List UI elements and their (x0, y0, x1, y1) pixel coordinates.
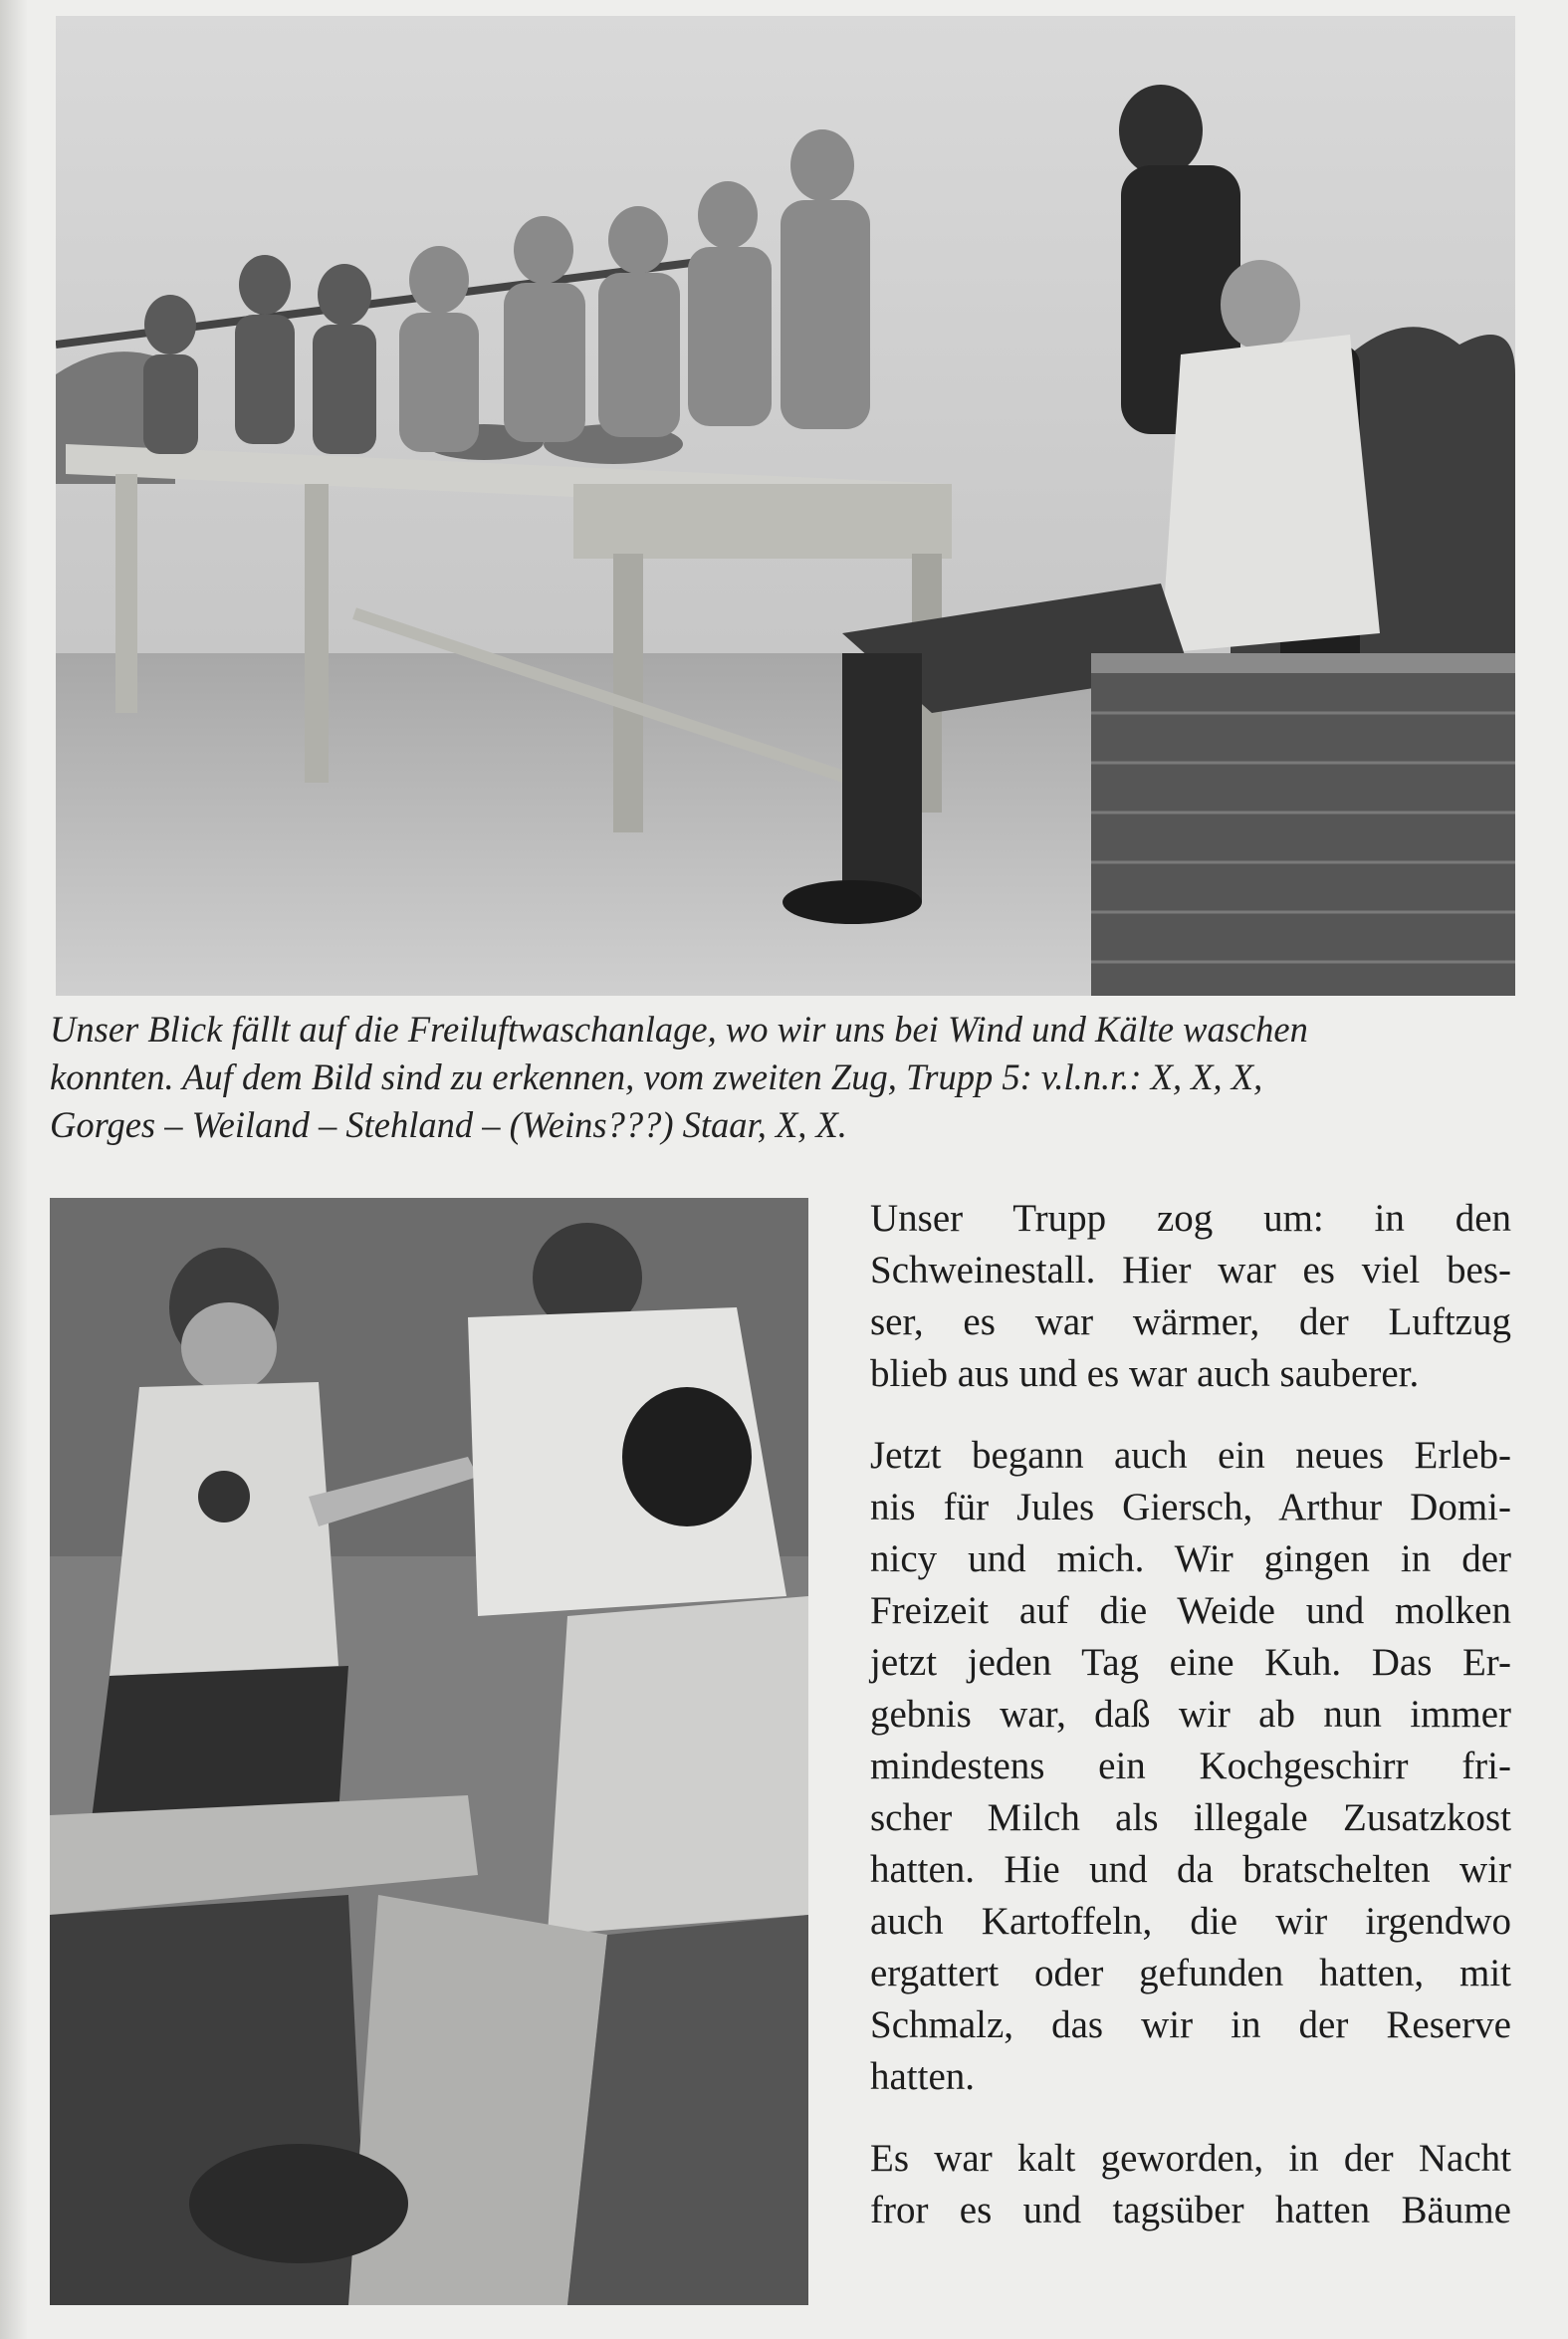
text-line: Unser Trupp zog um: in den (870, 1197, 1511, 1240)
text-line: Schweinestall. Hier war es viel bes- (870, 1249, 1511, 1291)
text-line: mindestens ein Kochgeschirr fri- (870, 1745, 1511, 1787)
caption-line: Gorges – Weiland – Stehland – (Weins???) Staar, X, X. (50, 1104, 847, 1145)
photo-caption (50, 1006, 1518, 1149)
paragraph (870, 1430, 1511, 2103)
text-line: blieb aus und es war auch sauberer. (870, 1352, 1420, 1395)
paragraph (870, 2133, 1511, 2236)
photo-group-sitting (50, 1198, 808, 2305)
text-line: nicy und mich. Wir gingen in der (870, 1537, 1511, 1580)
paragraph (870, 1193, 1511, 1400)
page-binding-shadow (0, 0, 28, 2339)
text-line: ergattert oder gefunden hatten, mit (870, 1952, 1511, 1994)
text-line: nis für Jules Giersch, Arthur Domi- (870, 1486, 1511, 1528)
photo-outdoor-washing-station (56, 16, 1515, 996)
text-line: Freizeit auf die Weide und molken (870, 1589, 1511, 1632)
body-text-column (870, 1193, 1511, 2266)
text-line: Schmalz, das wir in der Reserve (870, 2003, 1511, 2046)
text-line: scher Milch als illegale Zusatzkost (870, 1796, 1511, 1839)
text-line: hatten. (870, 2055, 976, 2098)
caption-line: Unser Blick fällt auf die Freiluftwaschanlage, wo wir uns bei Wind und Kälte waschen (50, 1009, 1308, 1050)
text-line: jetzt jeden Tag eine Kuh. Das Er- (870, 1641, 1511, 1684)
text-line: Jetzt begann auch ein neues Erleb- (870, 1434, 1511, 1477)
text-line: ser, es war wärmer, der Luftzug (870, 1300, 1511, 1343)
text-line: auch Kartoffeln, die wir irgendwo (870, 1900, 1511, 1943)
text-line: Es war kalt geworden, in der Nacht (870, 2137, 1511, 2180)
text-line: hatten. Hie und da bratschelten wir (870, 1848, 1511, 1891)
text-line: fror es und tagsüber hatten Bäume (870, 2189, 1511, 2231)
caption-line: konnten. Auf dem Bild sind zu erkennen, vom zweiten Zug, Trupp 5: v.l.n.r.: X, X, X, (50, 1056, 1263, 1097)
text-line: gebnis war, daß wir ab nun immer (870, 1693, 1511, 1736)
